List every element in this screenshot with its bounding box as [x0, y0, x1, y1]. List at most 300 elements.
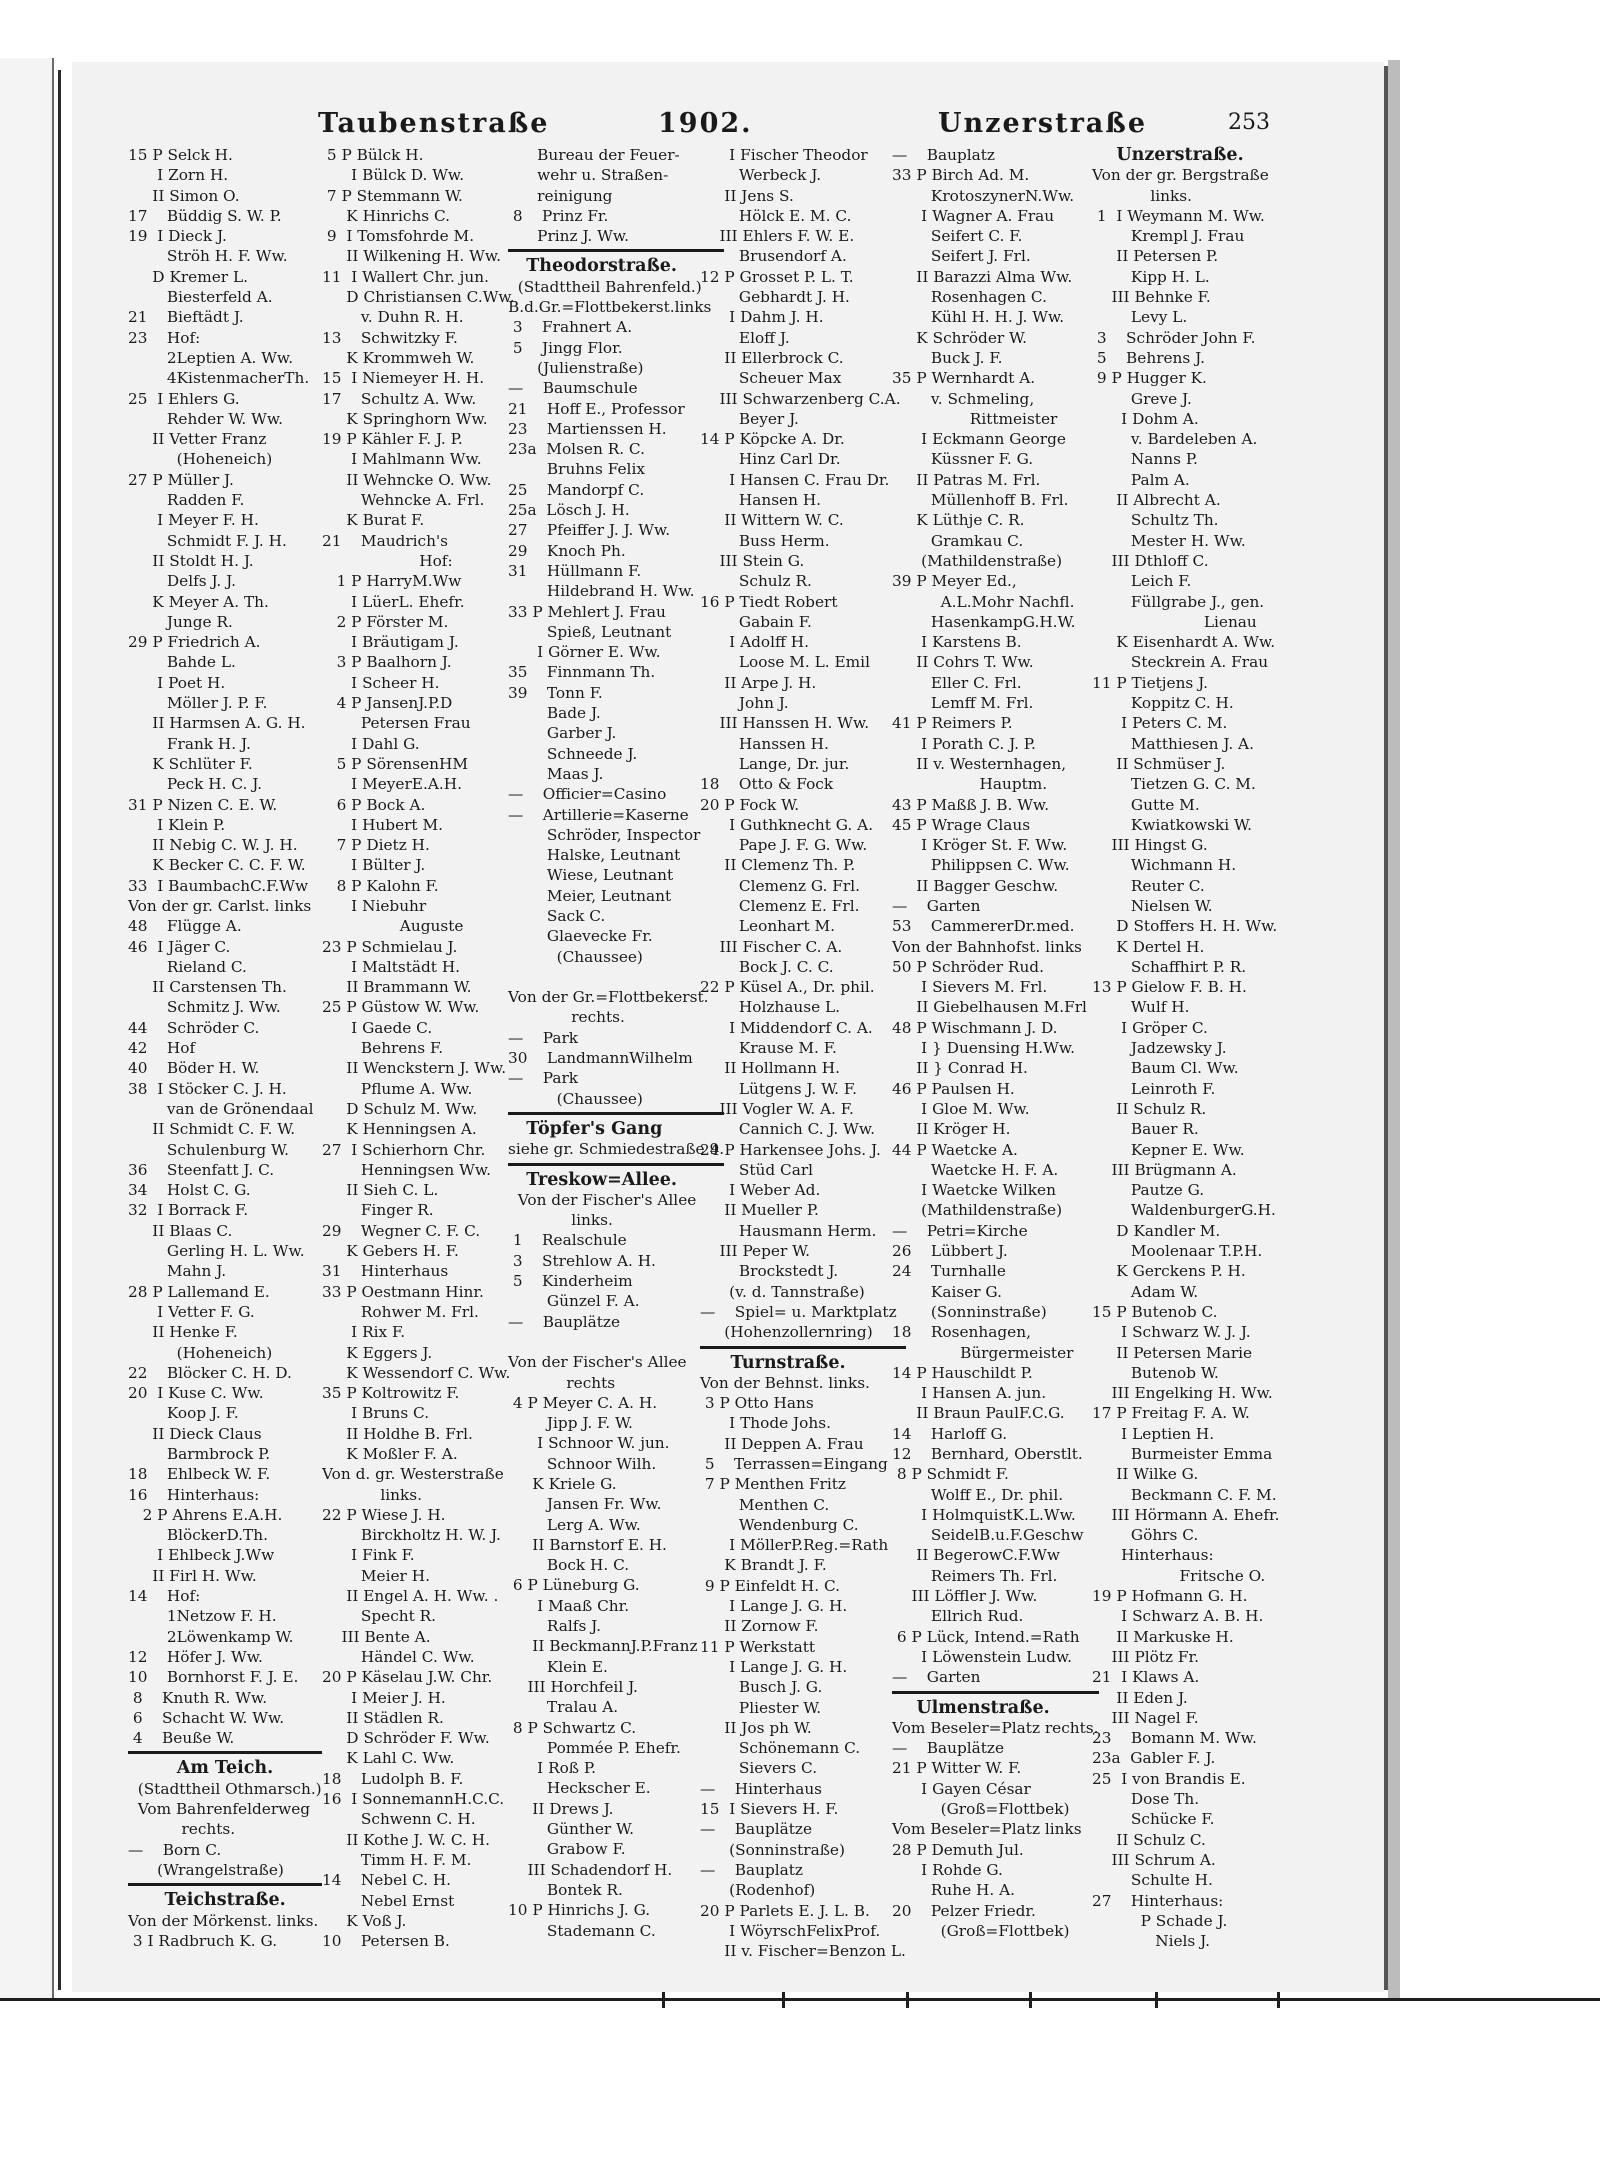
directory-entry: Lütgens J. W. F.	[700, 1079, 858, 1098]
directory-entry: II Blaas C.	[128, 1221, 233, 1240]
directory-entry: Hölck E. M. C.	[700, 206, 852, 225]
directory-entry: I Schwarz A. B. H.	[1092, 1607, 1264, 1626]
directory-entry: K Hinrichs C.	[322, 206, 451, 225]
section-rule	[892, 1691, 1099, 1694]
directory-entry: Händel C. Ww.	[322, 1647, 475, 1666]
directory-entry: Bureau der Feuer-	[508, 146, 680, 164]
directory-entry: K Gebers H. F.	[322, 1242, 459, 1261]
directory-entry: Pliester W.	[700, 1698, 822, 1717]
directory-entry: I HolmquistK.L.Ww.	[892, 1505, 1076, 1524]
directory-entry: 13 P Gielow F. B. H.	[1092, 978, 1247, 997]
directory-entry: 53 CammererDr.med.	[892, 917, 1075, 936]
directory-entry: Behrens F.	[322, 1039, 444, 1058]
directory-entry: 31 Hüllmann F.	[508, 561, 642, 580]
ruler-tick	[1029, 1992, 1032, 2008]
directory-entry: 3 P Otto Hans	[700, 1394, 814, 1413]
directory-entry: 34 Holst C. G.	[128, 1181, 251, 1200]
directory-entry: Grabow F.	[508, 1840, 626, 1859]
directory-entry: 20 P Parlets E. J. L. B.	[700, 1901, 870, 1920]
directory-entry: 45 P Wrage Claus	[892, 815, 1031, 834]
directory-entry: Günther W.	[508, 1820, 634, 1839]
directory-entry: Buss Herm.	[700, 531, 830, 550]
directory-entry: 48 P Wischmann J. D.	[892, 1018, 1058, 1037]
directory-entry: III Ehlers F. W. E.	[700, 227, 855, 246]
directory-entry: II Stoldt H. J.	[128, 551, 254, 570]
directory-entry: Müllenhoff B. Frl.	[892, 491, 1069, 510]
directory-entry: 12 P Grosset P. L. T.	[700, 267, 854, 286]
directory-entry: — Born C.	[128, 1840, 222, 1859]
directory-entry: van de Grönendaal	[128, 1099, 314, 1118]
directory-entry: K Gerckens P. H.	[1092, 1262, 1246, 1281]
directory-entry: 5 P SörensenHM	[322, 754, 469, 773]
running-head-right: Unzerstraße	[938, 108, 1147, 139]
directory-entry: 36 Steenfatt J. C.	[128, 1160, 275, 1179]
directory-entry: 30 LandmannWilhelm	[508, 1049, 693, 1068]
directory-entry: I MöllerP.Reg.=Rath	[700, 1536, 889, 1555]
directory-entry: II Markuske H.	[1092, 1627, 1234, 1646]
ruler-tick	[906, 1992, 909, 2008]
directory-entry: (Sonninstraße)	[892, 1302, 1047, 1321]
directory-entry: II Wilkening H. Ww.	[322, 247, 501, 266]
directory-entry: I Gloe M. Ww.	[892, 1099, 1030, 1118]
directory-entry: K Lüthje C. R.	[892, 511, 1025, 530]
directory-entry: 40 Böder H. W.	[128, 1059, 260, 1078]
directory-entry: D Schröder F. Ww.	[322, 1729, 490, 1748]
directory-entry: I Hubert M.	[322, 815, 443, 834]
directory-entry: K Lahl C. Ww.	[322, 1749, 455, 1768]
directory-entry: 7 P Menthen Fritz	[700, 1475, 846, 1494]
street-heading: Töpfer's Gang	[508, 1118, 663, 1139]
directory-entry: 19 I Dieck J.	[128, 227, 227, 246]
directory-entry: II Clemenz Th. P.	[700, 856, 856, 875]
directory-entry: 41 P Reimers P.	[892, 714, 1013, 733]
directory-entry: — Bauplätze	[892, 1739, 1005, 1758]
directory-entry: Gabain F.	[700, 612, 812, 631]
directory-entry: I Gaede C.	[322, 1018, 433, 1037]
directory-entry: 14 P Köpcke A. Dr.	[700, 430, 845, 449]
directory-entry: 9 I Tomsfohrde M.	[322, 227, 475, 246]
directory-entry: 16 Hinterhaus:	[128, 1485, 260, 1504]
directory-entry: D Kremer L.	[128, 267, 248, 286]
directory-entry: II Schmidt C. F. W.	[128, 1120, 296, 1139]
directory-entry: Jipp J. F. W.	[508, 1414, 633, 1433]
directory-column-6	[1092, 145, 1280, 1951]
directory-entry: II Drews J.	[508, 1799, 614, 1818]
street-heading: Treskow=Allee.	[508, 1169, 677, 1190]
directory-entry: Seifert J. Frl.	[892, 247, 1031, 266]
directory-entry: II Hollmann H.	[700, 1059, 840, 1078]
directory-entry: 29 Knoch Ph.	[508, 541, 626, 560]
directory-entry: II Braun PaulF.C.G.	[892, 1404, 1065, 1423]
directory-entry: 18 Ludolph B. F.	[322, 1769, 464, 1788]
directory-entry: K Eisenhardt A. Ww.	[1092, 633, 1276, 652]
directory-entry: D Stoffers H. H. Ww.	[1092, 917, 1278, 936]
directory-entry: Schnoor Wilh.	[508, 1454, 657, 1473]
directory-entry: Rosenhagen C.	[892, 288, 1047, 307]
directory-entry: II Harmsen A. G. H.	[128, 714, 306, 733]
directory-entry: — Garten	[892, 896, 981, 915]
directory-entry: K Voß J.	[322, 1911, 407, 1930]
directory-entry: (Groß=Flottbek)	[892, 1921, 1070, 1940]
directory-entry: 4 P JansenJ.P.D	[322, 694, 453, 713]
directory-entry: 19 P Hofmann G. H.	[1092, 1587, 1248, 1606]
directory-entry: rechts	[508, 1373, 616, 1392]
directory-entry: I Kröger St. F. Ww.	[892, 836, 1068, 855]
directory-entry: 8 P Schmidt F.	[892, 1465, 1009, 1484]
directory-entry: K Meyer A. Th.	[128, 592, 269, 611]
directory-entry: Steckrein A. Frau	[1092, 653, 1269, 672]
directory-entry: 6 Schacht W. Ww.	[128, 1708, 285, 1727]
directory-entry: III Horchfeil J.	[508, 1677, 638, 1696]
directory-entry: I Scheer H.	[322, 673, 440, 692]
directory-entry: III Vogler W. A. F.	[700, 1099, 854, 1118]
directory-entry: Kwiatkowski W.	[1092, 815, 1252, 834]
directory-entry: 23 P Schmielau J.	[322, 937, 458, 956]
page-shadow	[1388, 60, 1400, 2000]
directory-entry: SeidelB.u.F.Geschw	[892, 1526, 1084, 1545]
directory-entry: III Nagel F.	[1092, 1708, 1199, 1727]
directory-entry: 17 P Freitag F. A. W.	[1092, 1404, 1250, 1423]
directory-entry: II Albrecht A.	[1092, 491, 1221, 510]
directory-entry: Burmeister Emma	[1092, 1445, 1273, 1463]
directory-entry: — Petri=Kirche	[892, 1221, 1028, 1240]
directory-entry: Niels J.	[1092, 1932, 1210, 1951]
directory-entry: II Simon O.	[128, 186, 240, 205]
directory-entry: II BegerowC.F.Ww	[892, 1546, 1060, 1565]
directory-entry: — Bauplatz	[892, 146, 995, 164]
directory-entry: Rieland C.	[128, 957, 247, 976]
directory-entry: I Wagner A. Frau	[892, 206, 1055, 225]
directory-entry: wehr u. Straßen-	[508, 166, 669, 185]
directory-entry: III Peper W.	[700, 1242, 811, 1261]
directory-entry: Adam W.	[1092, 1282, 1199, 1301]
directory-entry: KrotoszynerN.Ww.	[892, 186, 1075, 205]
directory-entry: 31 P Nizen C. E. W.	[128, 795, 278, 814]
directory-entry: II Kröger H.	[892, 1120, 1011, 1139]
directory-entry: Reuter C.	[1092, 876, 1205, 895]
directory-entry: HasenkampG.H.W.	[892, 612, 1076, 631]
directory-entry: Schröder, Inspector	[508, 825, 701, 844]
directory-entry: Heckscher E.	[508, 1779, 651, 1798]
directory-entry: II Schulz R.	[1092, 1099, 1207, 1118]
directory-entry: Meier, Leutnant	[508, 886, 672, 905]
directory-entry: Maas J.	[508, 764, 604, 783]
directory-entry: K Kriele G.	[508, 1475, 617, 1493]
directory-entry: Petersen Frau	[322, 714, 471, 733]
directory-entry: 15 P Butenob C.	[1092, 1302, 1218, 1321]
directory-entry: Seifert C. F.	[892, 227, 1023, 246]
directory-entry: Wehncke A. Frl.	[322, 491, 485, 510]
directory-entry: III Plötz Fr.	[1092, 1647, 1200, 1666]
directory-entry: — Artillerie=Kaserne	[508, 805, 689, 824]
directory-entry: Busch J. G.	[700, 1678, 823, 1697]
directory-entry: II Patras M. Frl.	[892, 470, 1041, 489]
directory-entry: Henningsen Ww.	[322, 1160, 492, 1179]
directory-entry: I Löwenstein Ludw.	[892, 1647, 1073, 1666]
directory-entry: 18 Ehlbeck W. F.	[128, 1465, 271, 1484]
directory-entry: II } Conrad H.	[892, 1059, 1028, 1078]
directory-entry: Beyer J.	[700, 409, 799, 428]
directory-entry: Vom Beseler=Platz rechts.	[892, 1718, 1099, 1737]
directory-entry: Fritsche O.	[1092, 1566, 1266, 1585]
directory-entry	[508, 967, 724, 987]
directory-entry: Timm H. F. M.	[322, 1850, 472, 1869]
directory-entry: 20 I Kuse C. Ww.	[128, 1384, 264, 1403]
directory-entry: 9 P Einfeldt H. C.	[700, 1576, 841, 1595]
directory-entry: v. Duhn R. H.	[322, 308, 464, 327]
section-rule	[508, 1112, 724, 1115]
directory-entry: 8 P Kalohn F.	[322, 876, 439, 895]
directory-entry: II Wittern W. C.	[700, 511, 844, 530]
directory-entry: 3 I Radbruch K. G.	[128, 1931, 278, 1950]
section-rule	[508, 1163, 724, 1166]
directory-entry: Tietzen G. C. M.	[1092, 775, 1256, 794]
directory-entry: I Görner E. Ww.	[508, 643, 661, 662]
directory-entry: I Schwarz W. J. J.	[1092, 1323, 1251, 1342]
directory-entry: Ströh H. F. Ww.	[128, 247, 288, 266]
directory-entry: 2Löwenkamp W.	[128, 1627, 294, 1646]
directory-entry: Eller C. Frl.	[892, 673, 1022, 692]
directory-entry: Von der Fischer's Allee	[508, 1190, 697, 1209]
directory-entry: 39 Tonn F.	[508, 683, 603, 702]
directory-entry: II Vetter Franz	[128, 430, 267, 449]
directory-entry: III Löffler J. Ww.	[892, 1587, 1038, 1606]
directory-entry: I Rix F.	[322, 1323, 406, 1342]
directory-entry: 4 P Meyer C. A. H.	[508, 1393, 658, 1412]
directory-entry: Finger R.	[322, 1201, 434, 1220]
directory-entry: Bahde L.	[128, 653, 236, 672]
directory-entry: Sievers C.	[700, 1759, 818, 1778]
directory-entry: Butenob W.	[1092, 1363, 1219, 1382]
directory-entry: 20 P Fock W.	[700, 795, 800, 814]
directory-entry: I Fink F.	[322, 1546, 415, 1565]
directory-entry: — Bauplatz	[700, 1860, 803, 1879]
directory-entry: III Dthloff C.	[1092, 551, 1209, 570]
directory-entry: links.	[322, 1485, 422, 1504]
directory-entry: 24 P Harkensee Johs. J.	[700, 1140, 881, 1159]
directory-entry: 38 I Stöcker C. J. H.	[128, 1079, 287, 1098]
directory-entry: Krause M. F.	[700, 1039, 837, 1058]
directory-entry: II Schmüser J.	[1092, 754, 1226, 773]
directory-entry: K Schlüter F.	[128, 754, 253, 773]
directory-entry: II Deppen A. Frau	[700, 1434, 864, 1453]
directory-entry: 6 P Bock A.	[322, 795, 426, 814]
directory-entry: (Hohenzollernring)	[700, 1323, 873, 1342]
directory-entry: Prinz J. Ww.	[508, 227, 629, 246]
directory-column-2	[322, 145, 515, 1951]
directory-entry: K Eggers J.	[322, 1343, 433, 1362]
directory-entry: K Wessendorf C. Ww.	[322, 1363, 511, 1382]
directory-entry: 25 Mandorpf C.	[508, 480, 645, 499]
directory-entry: I Maaß Chr.	[508, 1596, 630, 1615]
directory-entry: 15 I Niemeyer H. H.	[322, 369, 485, 388]
directory-entry: I MeyerE.A.H.	[322, 775, 462, 794]
directory-entry: 21 P Witter W. F.	[892, 1759, 1022, 1778]
directory-entry: I Weber Ad.	[700, 1181, 821, 1200]
directory-entry: II Engel A. H. Ww. .	[322, 1587, 499, 1606]
directory-entry: II Cohrs T. Ww.	[892, 653, 1034, 672]
directory-entry: II Henke F.	[128, 1323, 238, 1342]
directory-entry: Von d. gr. Westerstraße	[322, 1465, 504, 1484]
directory-entry: 14 Nebel C. H.	[322, 1871, 452, 1890]
street-heading: Teichstraße.	[128, 1890, 286, 1911]
directory-entry: 28 P Demuth Jul.	[892, 1840, 1024, 1859]
directory-entry: Leonhart M.	[700, 917, 835, 936]
directory-entry: Clemenz E. Frl.	[700, 896, 860, 915]
directory-entry: Waetcke H. F. A.	[892, 1160, 1059, 1179]
directory-entry: 5 Behrens J.	[1092, 348, 1205, 367]
directory-entry: 3 P Baalhorn J.	[322, 653, 452, 672]
directory-entry: 21 Hoff E., Professor	[508, 399, 685, 418]
directory-entry: — Bauplätze	[700, 1820, 813, 1839]
directory-entry: 48 Flügge A.	[128, 917, 242, 936]
directory-entry: II Barazzi Alma Ww.	[892, 267, 1073, 286]
directory-entry: 27 Hinterhaus:	[1092, 1891, 1224, 1910]
directory-entry: 42 Hof	[128, 1039, 196, 1058]
directory-entry: 25 I Ehlers G.	[128, 389, 240, 408]
directory-entry: 23a Molsen R. C.	[508, 440, 645, 459]
directory-entry: I Leptien H.	[1092, 1424, 1215, 1443]
directory-entry: Mahn J.	[128, 1262, 227, 1281]
directory-entry: I Dahl G.	[322, 734, 420, 753]
directory-entry: 17 Büddig S. W. P.	[128, 206, 282, 225]
directory-entry: K Springhorn Ww.	[322, 409, 488, 428]
directory-entry: 17 Schultz A. Ww.	[322, 389, 477, 408]
directory-entry: Rittmeister	[892, 409, 1058, 428]
street-heading: Turnstraße.	[700, 1352, 846, 1373]
directory-entry: I Fischer Theodor	[700, 146, 868, 164]
directory-entry: Kaiser G.	[892, 1282, 1002, 1301]
directory-entry: Von der Gr.=Flottbekerst.	[508, 988, 709, 1007]
directory-entry: 27 Pfeiffer J. J. Ww.	[508, 521, 671, 540]
directory-entry: (Hoheneich)	[128, 450, 273, 469]
directory-entry: II Städlen R.	[322, 1708, 444, 1727]
directory-entry: Loose M. L. Emil	[700, 653, 870, 672]
directory-entry: I Middendorf C. A.	[700, 1018, 873, 1037]
directory-entry: I Hansen C. Frau Dr.	[700, 470, 890, 489]
directory-entry: 31 Hinterhaus	[322, 1262, 449, 1281]
directory-entry: III Engelking H. Ww.	[1092, 1384, 1273, 1403]
directory-entry: WaldenburgerG.H.	[1092, 1201, 1276, 1220]
directory-entry: 7 P Stemmann W.	[322, 186, 463, 205]
directory-entry: Kepner E. Ww.	[1092, 1140, 1245, 1159]
directory-entry: — Park	[508, 1069, 579, 1088]
directory-entry: Nanns P.	[1092, 450, 1198, 469]
directory-entry: I Dohm A.	[1092, 409, 1199, 428]
directory-entry: I Sievers M. Frl.	[892, 978, 1048, 997]
directory-entry: III Hörmann A. Ehefr.	[1092, 1505, 1280, 1524]
directory-entry: 21 Maudrich's	[322, 531, 449, 550]
directory-entry: links.	[1092, 186, 1192, 205]
directory-entry: 14 Hof:	[128, 1587, 201, 1606]
directory-entry: (Rodenhof)	[700, 1881, 816, 1900]
directory-entry: (Mathildenstraße)	[892, 1201, 1063, 1220]
directory-entry: Hinterhaus:	[1092, 1546, 1214, 1565]
directory-entry: (Groß=Flottbek)	[892, 1800, 1070, 1819]
directory-entry: Kipp H. L.	[1092, 267, 1210, 286]
directory-entry: (Chaussee)	[508, 947, 643, 966]
directory-entry: Schönemann C.	[700, 1739, 861, 1758]
directory-entry: Schulenburg W.	[128, 1140, 289, 1159]
directory-entry: Schwenn C. H.	[322, 1810, 476, 1829]
directory-entry: Wiese, Leutnant	[508, 866, 674, 885]
directory-entry: II Wilke G.	[1092, 1465, 1199, 1484]
directory-entry: II Arpe J. H.	[700, 673, 817, 692]
directory-entry: II Brammann W.	[322, 978, 472, 997]
directory-entry: Stüd Carl	[700, 1160, 814, 1179]
section-rule	[508, 249, 724, 252]
directory-entry: Hansen H.	[700, 491, 822, 510]
directory-entry: I Karstens B.	[892, 633, 1022, 652]
directory-entry: I Gayen César	[892, 1779, 1031, 1798]
directory-entry: Lienau	[1092, 612, 1257, 631]
directory-entry: K Becker C. C. F. W.	[128, 856, 306, 875]
directory-entry: Koppitz C. H.	[1092, 694, 1234, 713]
directory-entry: 11 P Werkstatt	[700, 1637, 816, 1656]
page-number: 253	[1228, 110, 1270, 135]
directory-entry: Schmidt F. J. H.	[128, 531, 287, 550]
directory-entry: Ralfs J.	[508, 1617, 601, 1636]
directory-entry: Rehder W. Ww.	[128, 409, 283, 428]
directory-entry: Lerg A. Ww.	[508, 1515, 641, 1534]
directory-entry: II Mueller P.	[700, 1201, 819, 1220]
directory-entry: 35 Finnmann Th.	[508, 663, 656, 682]
directory-entry: III Hingst G.	[1092, 836, 1208, 855]
directory-entry: Glaevecke Fr.	[508, 927, 653, 946]
directory-entry: I Meyer F. H.	[128, 511, 259, 530]
directory-entry: III Bente A.	[322, 1627, 431, 1646]
directory-entry: 22 P Wiese J. H.	[322, 1505, 446, 1524]
directory-entry: II Holdhe B. Frl.	[322, 1424, 473, 1443]
section-rule	[128, 1751, 322, 1754]
directory-entry: II v. Westernhagen,	[892, 754, 1067, 773]
directory-entry: I Schnoor W. jun.	[508, 1434, 670, 1453]
directory-entry: 8 P Schwartz C.	[508, 1718, 637, 1737]
directory-column-1	[128, 145, 322, 1951]
directory-entry: III Schadendorf H.	[508, 1860, 673, 1879]
directory-entry: 33 P Mehlert J. Frau	[508, 602, 666, 621]
directory-entry: P Schade J.	[1092, 1911, 1228, 1930]
directory-entry: Philippsen C. Ww.	[892, 856, 1070, 875]
directory-entry: Kühl H. H. J. Ww.	[892, 308, 1065, 327]
directory-entry: II Carstensen Th.	[128, 978, 287, 997]
directory-entry: Krempl J. Frau	[1092, 227, 1245, 246]
directory-entry: Gebhardt J. H.	[700, 288, 850, 307]
directory-entry: Scheuer Max	[700, 369, 842, 388]
directory-entry: Jadzewsky J.	[1092, 1039, 1227, 1058]
directory-entry: B.d.Gr.=Flottbekerst.links	[508, 298, 712, 317]
directory-entry: 25 I von Brandis E.	[1092, 1769, 1246, 1788]
directory-entry: Bruhns Felix	[508, 460, 645, 479]
directory-entry: I Lange J. G. H.	[700, 1597, 848, 1616]
directory-entry: I WöyrschFelixProf.	[700, 1921, 881, 1940]
directory-entry: (v. d. Tannstraße)	[700, 1282, 865, 1301]
directory-entry: 14 Harloff G.	[892, 1424, 1008, 1443]
section-rule	[700, 1346, 906, 1349]
directory-entry: II Dieck Claus	[128, 1424, 262, 1443]
directory-entry: K Krommweh W.	[322, 348, 475, 367]
directory-entry: Von der Fischer's Allee	[508, 1353, 687, 1372]
directory-entry: 23 Martienssen H.	[508, 419, 667, 438]
directory-entry: Cannich C. J. Ww.	[700, 1120, 876, 1139]
directory-entry: Leinroth F.	[1092, 1079, 1216, 1098]
directory-entry: 21 I Klaws A.	[1092, 1668, 1200, 1687]
directory-entry: 3 Frahnert A.	[508, 318, 633, 337]
directory-entry: — Park	[508, 1028, 579, 1047]
directory-entry: BlöckerD.Th.	[128, 1526, 268, 1545]
directory-entry: 44 P Waetcke A.	[892, 1140, 1018, 1159]
directory-entry: D Kandler M.	[1092, 1221, 1221, 1240]
